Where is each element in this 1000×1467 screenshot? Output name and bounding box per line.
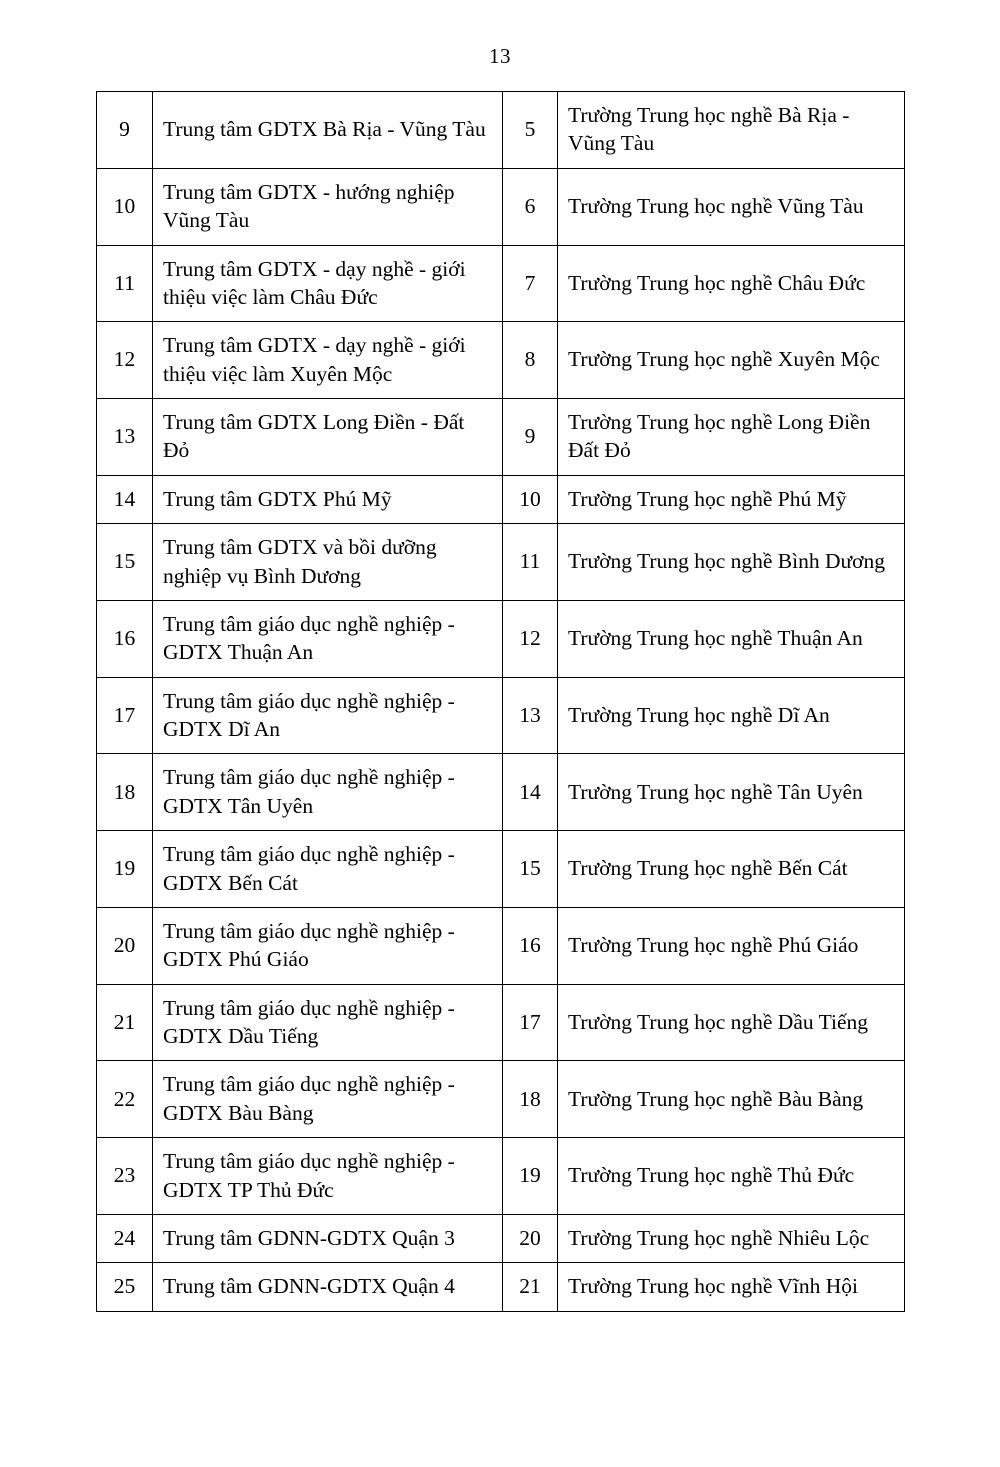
row-left-number: 21: [97, 984, 153, 1061]
row-left-number: 22: [97, 1061, 153, 1138]
row-left-number: 16: [97, 600, 153, 677]
row-right-text: Trường Trung học nghề Bến Cát: [558, 831, 905, 908]
row-right-number: 14: [503, 754, 558, 831]
table-row: [97, 831, 905, 908]
row-right-text: Trường Trung học nghề Long Điền Đất Đỏ: [558, 399, 905, 476]
row-right-text: Trường Trung học nghề Nhiêu Lộc: [558, 1214, 905, 1262]
row-left-text: Trung tâm GDNN-GDTX Quận 4: [153, 1263, 503, 1311]
row-left-number: 18: [97, 754, 153, 831]
row-right-number: 8: [503, 322, 558, 399]
row-left-number: 20: [97, 907, 153, 984]
row-right-text: Trường Trung học nghề Châu Đức: [558, 245, 905, 322]
row-left-number: 13: [97, 399, 153, 476]
row-right-number: 6: [503, 168, 558, 245]
page-number: 13: [489, 44, 511, 68]
row-right-number: 13: [503, 677, 558, 754]
table-row: [97, 677, 905, 754]
row-right-text: Trường Trung học nghề Bàu Bàng: [558, 1061, 905, 1138]
row-right-text: Trường Trung học nghề Bà Rịa - Vũng Tàu: [558, 92, 905, 169]
table-row: [97, 245, 905, 322]
table-row: [97, 754, 905, 831]
row-left-number: 10: [97, 168, 153, 245]
row-right-text: Trường Trung học nghề Phú Mỹ: [558, 475, 905, 523]
row-right-number: 17: [503, 984, 558, 1061]
row-left-text: Trung tâm giáo dục nghề nghiệp - GDTX TP Thủ Đức: [153, 1138, 503, 1215]
row-left-text: Trung tâm GDTX - dạy nghề - giới thiệu việc làm Xuyên Mộc: [153, 322, 503, 399]
row-right-number: 7: [503, 245, 558, 322]
row-left-text: Trung tâm GDTX Long Điền - Đất Đỏ: [153, 399, 503, 476]
row-left-number: 25: [97, 1263, 153, 1311]
table-row: [97, 907, 905, 984]
table-body: [97, 92, 905, 1312]
row-right-number: 21: [503, 1263, 558, 1311]
row-right-text: Trường Trung học nghề Vĩnh Hội: [558, 1263, 905, 1311]
row-left-text: Trung tâm giáo dục nghề nghiệp - GDTX Tân Uyên: [153, 754, 503, 831]
row-left-number: 19: [97, 831, 153, 908]
table-row: [97, 399, 905, 476]
row-right-text: Trường Trung học nghề Bình Dương: [558, 524, 905, 601]
row-left-number: 11: [97, 245, 153, 322]
institutions-table: [96, 91, 905, 1312]
row-right-text: Trường Trung học nghề Vũng Tàu: [558, 168, 905, 245]
row-left-number: 12: [97, 322, 153, 399]
table-row: [97, 600, 905, 677]
row-left-number: 9: [97, 92, 153, 169]
row-right-number: 19: [503, 1138, 558, 1215]
row-right-text: Trường Trung học nghề Dĩ An: [558, 677, 905, 754]
row-left-number: 17: [97, 677, 153, 754]
row-right-number: 5: [503, 92, 558, 169]
row-right-number: 12: [503, 600, 558, 677]
table-row: [97, 984, 905, 1061]
row-right-number: 9: [503, 399, 558, 476]
table-row: [97, 92, 905, 169]
row-right-text: Trường Trung học nghề Thủ Đức: [558, 1138, 905, 1215]
row-right-text: Trường Trung học nghề Tân Uyên: [558, 754, 905, 831]
row-left-number: 24: [97, 1214, 153, 1262]
row-right-number: 20: [503, 1214, 558, 1262]
row-left-text: Trung tâm giáo dục nghề nghiệp - GDTX Bàu Bàng: [153, 1061, 503, 1138]
row-right-number: 18: [503, 1061, 558, 1138]
row-left-text: Trung tâm giáo dục nghề nghiệp - GDTX Bến Cát: [153, 831, 503, 908]
row-right-text: Trường Trung học nghề Dầu Tiếng: [558, 984, 905, 1061]
table-row: [97, 524, 905, 601]
document-page: [0, 44, 1000, 1467]
table-row: [97, 1061, 905, 1138]
table-row: [97, 475, 905, 523]
row-right-text: Trường Trung học nghề Xuyên Mộc: [558, 322, 905, 399]
row-left-number: 15: [97, 524, 153, 601]
table-row: [97, 322, 905, 399]
row-left-text: Trung tâm giáo dục nghề nghiệp - GDTX Thuận An: [153, 600, 503, 677]
table-row: [97, 1263, 905, 1311]
row-left-text: Trung tâm GDTX - dạy nghề - giới thiệu việc làm Châu Đức: [153, 245, 503, 322]
row-left-number: 14: [97, 475, 153, 523]
table-row: [97, 168, 905, 245]
row-left-text: Trung tâm GDTX - hướng nghiệp Vũng Tàu: [153, 168, 503, 245]
row-right-number: 10: [503, 475, 558, 523]
table-row: [97, 1214, 905, 1262]
row-left-text: Trung tâm giáo dục nghề nghiệp - GDTX Dầu Tiếng: [153, 984, 503, 1061]
row-left-number: 23: [97, 1138, 153, 1215]
row-left-text: Trung tâm giáo dục nghề nghiệp - GDTX Dĩ An: [153, 677, 503, 754]
table-container: [96, 91, 904, 1312]
row-right-number: 16: [503, 907, 558, 984]
row-left-text: Trung tâm GDTX và bồi dưỡng nghiệp vụ Bình Dương: [153, 524, 503, 601]
row-left-text: Trung tâm GDTX Phú Mỹ: [153, 475, 503, 523]
row-right-number: 11: [503, 524, 558, 601]
row-left-text: Trung tâm GDNN-GDTX Quận 3: [153, 1214, 503, 1262]
row-left-text: Trung tâm giáo dục nghề nghiệp - GDTX Phú Giáo: [153, 907, 503, 984]
row-left-text: Trung tâm GDTX Bà Rịa - Vũng Tàu: [153, 92, 503, 169]
row-right-text: Trường Trung học nghề Thuận An: [558, 600, 905, 677]
row-right-text: Trường Trung học nghề Phú Giáo: [558, 907, 905, 984]
table-row: [97, 1138, 905, 1215]
row-right-number: 15: [503, 831, 558, 908]
